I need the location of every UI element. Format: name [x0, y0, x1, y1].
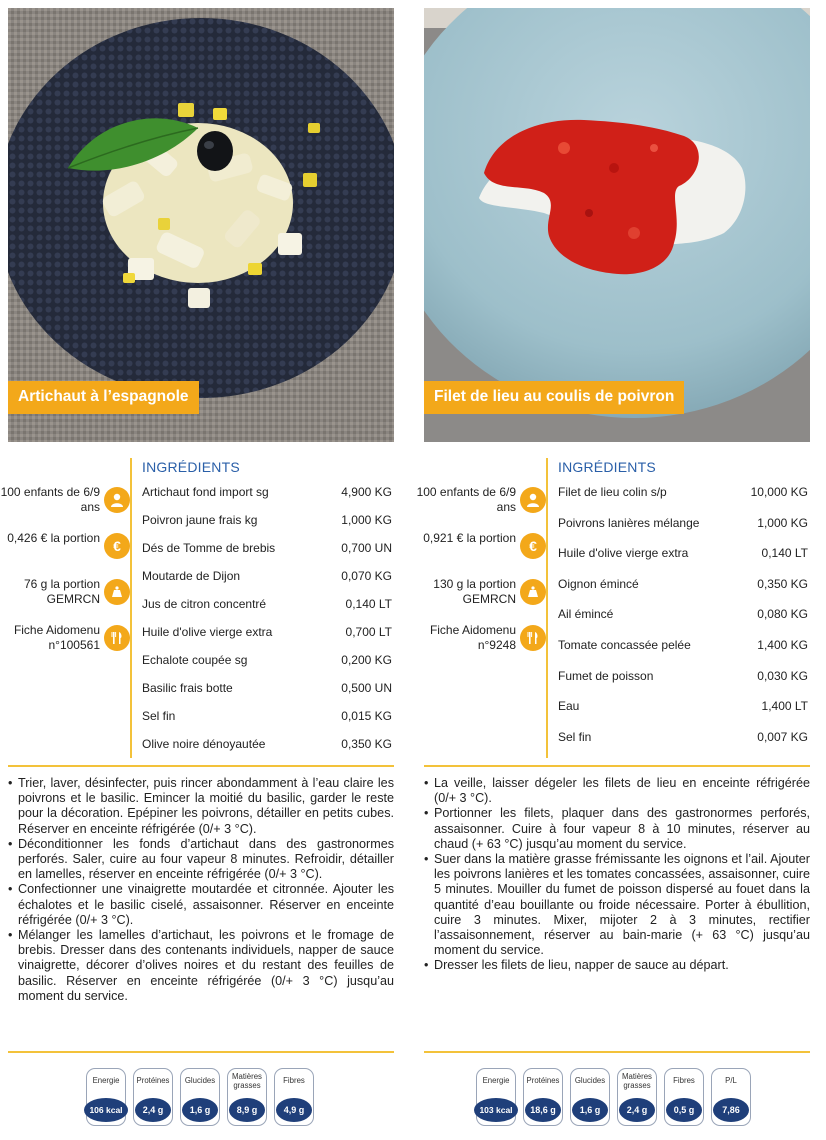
step-item: • Dresser les filets de lieu, napper de sauce au départ. [424, 958, 810, 973]
servings-info [0, 485, 130, 531]
ingredient-row [142, 681, 392, 709]
nutrition-badge [227, 1068, 267, 1126]
servings-text: 100 enfants de 6/9 ans [416, 485, 516, 514]
ingredient-name: Olive noire dénoyautée [142, 737, 266, 751]
ingredient-name: Eau [558, 699, 580, 714]
ingredient-name: Sel fin [558, 729, 592, 744]
ingredients-section [130, 458, 394, 758]
recipe-title: Artichaut à l’espagnole [8, 381, 199, 414]
nutrition-label: Matières grasses [622, 1072, 652, 1090]
ingredient-row [142, 485, 392, 513]
preparation-steps [424, 776, 810, 974]
ingredient-row [142, 625, 392, 653]
nutrition-badge [617, 1068, 657, 1126]
portion-text: 76 g la portion GEMRCN [23, 577, 100, 606]
nutrition-label: P/L [725, 1076, 737, 1085]
nutrition-badge [711, 1068, 751, 1126]
scale-icon [104, 579, 130, 605]
divider [424, 765, 810, 767]
sheet-text: Fiche Aidomenu n°9248 [429, 623, 516, 652]
ingredient-name: Dés de Tomme de brebis [142, 541, 276, 555]
nutrition-value: 4,9 g [276, 1098, 312, 1122]
nutrition-value: 7,86 [713, 1098, 749, 1122]
ingredients-section [546, 458, 810, 758]
nutrition-value: 1,6 g [572, 1098, 608, 1122]
nutrition-value: 2,4 g [619, 1098, 655, 1122]
nutrition-label: Protéines [526, 1076, 560, 1085]
ingredient-quantity: 1,000 KG [757, 515, 808, 530]
divider [8, 765, 394, 767]
nutrition-value: 1,6 g [182, 1098, 218, 1122]
nutrition-label: Glucides [184, 1076, 216, 1085]
nutrition-label: Energie [482, 1076, 510, 1085]
preparation-steps [8, 776, 394, 1004]
sheet-info [8, 623, 130, 669]
nutrition-badge [274, 1068, 314, 1126]
ingredient-quantity: 0,350 KG [757, 576, 808, 591]
ingredient-quantity: 0,070 KG [341, 569, 392, 583]
nutrition-badge [570, 1068, 610, 1126]
price-info [424, 531, 546, 577]
nutrition-label: Fibres [283, 1076, 305, 1085]
cutlery-icon [104, 625, 130, 651]
ingredient-row [558, 669, 808, 700]
divider [8, 1051, 394, 1053]
step-item: • Trier, laver, désinfecter, puis rincer abondamment à l’eau claire les poivrons et le basilic. Emincer la moitié du basilic, garder le reste pour la décoration. Epépiner les poivrons, détailler en petits cubes. Réserver en enceinte réfrigérée (0/+ 3 °C). [8, 776, 394, 837]
ingredient-quantity: 0,140 LT [761, 546, 808, 561]
euro-icon: € [104, 533, 130, 559]
nutrition-value: 8,9 g [229, 1098, 265, 1122]
ingredient-row [142, 709, 392, 737]
servings-info [416, 485, 546, 531]
ingredient-row [142, 597, 392, 625]
ingredient-name: Echalote coupée sg [142, 653, 248, 667]
nutrition-label: Energie [92, 1076, 120, 1085]
nutrition-facts [476, 1068, 758, 1126]
ingredient-row [142, 569, 392, 597]
ingredient-row [558, 485, 808, 516]
servings-text: 100 enfants de 6/9 ans [0, 485, 100, 514]
cutlery-icon [520, 625, 546, 651]
ingredient-name: Tomate concassée pelée [558, 637, 691, 652]
price-text: 0,426 € la portion [7, 531, 100, 545]
recipe-title: Filet de lieu au coulis de poivron [424, 381, 684, 414]
dish-photo [8, 8, 394, 442]
nutrition-label: Protéines [136, 1076, 170, 1085]
price-info [8, 531, 130, 577]
ingredient-quantity: 1,000 KG [341, 513, 392, 527]
ingredient-quantity: 0,200 KG [341, 653, 392, 667]
nutrition-badge [476, 1068, 516, 1126]
ingredient-row [142, 513, 392, 541]
ingredient-row [558, 607, 808, 638]
ingredient-quantity: 0,350 KG [341, 737, 392, 751]
recipe-info [0, 485, 130, 669]
ingredient-name: Jus de citron concentré [142, 597, 267, 611]
recipe-info [416, 485, 546, 669]
nutrition-badge [180, 1068, 220, 1126]
step-item: • Mélanger les lamelles d’artichaut, les poivrons et le fromage de brebis. Dresser dans des contenants individuels, napper de sauce vinaigrette, décorer d’olives noires et du restant des feuilles de basilic. Réserver en enceinte réfrigérée (0/+ 3 °C) jusqu’au moment du service. [8, 928, 394, 1004]
divider [424, 1051, 810, 1053]
ingredients-title: INGRÉDIENTS [558, 459, 656, 475]
ingredient-quantity: 0,700 UN [341, 541, 392, 555]
portion-info [8, 577, 130, 623]
ingredient-row [558, 546, 808, 577]
dish-photo [424, 8, 810, 442]
recipe-card-filet-lieu [416, 0, 824, 1140]
ingredient-quantity: 0,140 LT [345, 597, 392, 611]
ingredient-name: Sel fin [142, 709, 176, 723]
nutrition-badge [664, 1068, 704, 1126]
ingredient-name: Poivron jaune frais kg [142, 513, 258, 527]
ingredient-row [558, 577, 808, 608]
price-text: 0,921 € la portion [423, 531, 516, 545]
ingredient-name: Artichaut fond import sg [142, 485, 269, 499]
euro-icon: € [520, 533, 546, 559]
ingredients-list [142, 485, 392, 765]
nutrition-value: 0,5 g [666, 1098, 702, 1122]
ingredient-quantity: 1,400 LT [761, 699, 808, 714]
sheet-text: Fiche Aidomenu n°100561 [13, 623, 100, 652]
ingredient-quantity: 0,007 KG [757, 729, 808, 744]
ingredient-row [142, 737, 392, 765]
step-item: • Suer dans la matière grasse frémissante les oignons et l’ail. Ajouter les poivrons lanières et les tomates concassées, assaisonner, cuire 5 minutes. Mouiller du fumet de poisson dispersé au fouet dans la quantité d’eau bouillante ou froide nécessaire. Porter à ébullition, cuire 3 minutes. Mixer, mijoter 2 à 3 minutes, rectifier l’assaisonnement, réserver au bain-marie (+ 63 °C) jusqu’au moment du service. [424, 852, 810, 958]
ingredient-quantity: 0,500 UN [341, 681, 392, 695]
nutrition-label: Glucides [574, 1076, 606, 1085]
sheet-info [424, 623, 546, 669]
nutrition-value: 106 kcal [84, 1098, 128, 1122]
nutrition-badge [133, 1068, 173, 1126]
nutrition-value: 18,6 g [525, 1098, 561, 1122]
ingredient-name: Oignon émincé [558, 576, 639, 591]
ingredient-row [142, 541, 392, 569]
portion-info [424, 577, 546, 623]
ingredients-title: INGRÉDIENTS [142, 459, 240, 475]
ingredient-quantity: 1,400 KG [757, 637, 808, 652]
step-item: • Portionner les filets, plaquer dans des gastronormes perforés, assaisonner. Cuire à four vapeur 8 à 10 minutes, réserver au chaud (+ 63 °C) jusqu’au moment du service. [424, 806, 810, 852]
scale-icon [520, 579, 546, 605]
ingredient-quantity: 4,900 KG [341, 485, 392, 499]
nutrition-label: Fibres [673, 1076, 695, 1085]
ingredient-name: Moutarde de Dijon [142, 569, 241, 583]
recipe-card-artichaut [0, 0, 408, 1140]
ingredient-quantity: 0,015 KG [341, 709, 392, 723]
fish-dish-illustration [424, 8, 810, 442]
nutrition-badge [523, 1068, 563, 1126]
ingredient-name: Huile d'olive vierge extra [142, 625, 273, 639]
nutrition-facts [86, 1068, 321, 1126]
ingredient-row [142, 653, 392, 681]
ingredient-name: Basilic frais botte [142, 681, 233, 695]
ingredient-name: Fumet de poisson [558, 668, 654, 683]
step-item: • La veille, laisser dégeler les filets de lieu en enceinte réfrigérée (0/+ 3 °C). [424, 776, 810, 806]
portion-text: 130 g la portion GEMRCN [433, 577, 516, 606]
ingredient-quantity: 10,000 KG [750, 485, 808, 499]
artichoke-dish-illustration [8, 8, 394, 442]
nutrition-value: 2,4 g [135, 1098, 171, 1122]
ingredients-list [558, 485, 808, 760]
nutrition-label: Matières grasses [232, 1072, 262, 1090]
nutrition-badge [86, 1068, 126, 1126]
ingredient-quantity: 0,030 KG [757, 668, 808, 683]
ingredient-row [558, 516, 808, 547]
ingredient-quantity: 0,700 LT [345, 625, 392, 639]
step-item: • Déconditionner les fonds d’artichaut dans des gastronormes perforés. Saler, cuire au four vapeur 8 minutes. Refroidir, détailler en lamelles, réserver en enceinte réfrigérée (0/+ 3 °C). [8, 837, 394, 883]
nutrition-value: 103 kcal [474, 1098, 518, 1122]
ingredient-row [558, 638, 808, 669]
ingredient-row [558, 699, 808, 730]
ingredient-name: Poivrons lanières mélange [558, 515, 700, 530]
ingredient-name: Filet de lieu colin s/p [558, 485, 667, 499]
ingredient-name: Ail émincé [558, 607, 614, 622]
ingredient-quantity: 0,080 KG [757, 607, 808, 622]
step-item: • Confectionner une vinaigrette moutardée et citronnée. Ajouter les échalotes et le basilic ciselé, assaisonner. Réserver en enceinte réfrigérée (0/+ 3 °C). [8, 882, 394, 928]
person-icon [104, 487, 130, 513]
ingredient-name: Huile d'olive vierge extra [558, 546, 689, 561]
ingredient-row [558, 730, 808, 761]
person-icon [520, 487, 546, 513]
